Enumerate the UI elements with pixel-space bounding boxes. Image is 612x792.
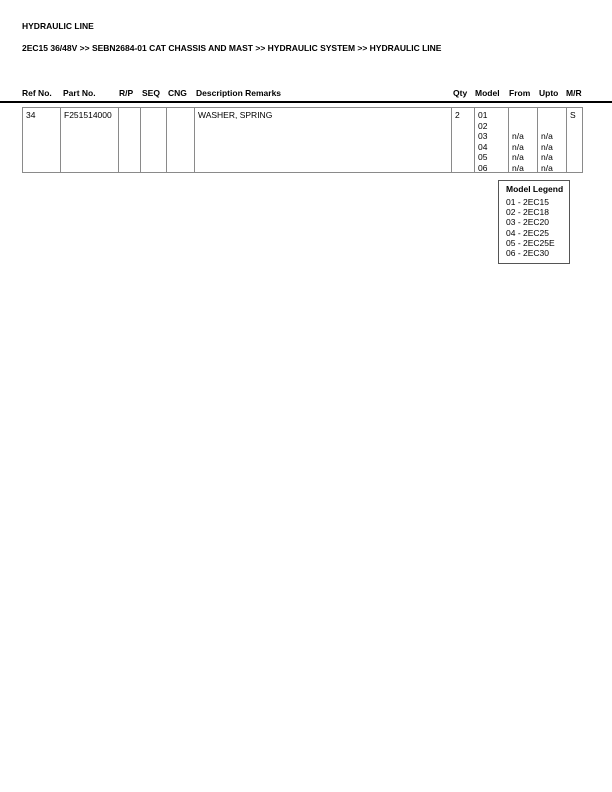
- legend-item: 04 - 2EC25: [506, 227, 549, 238]
- col-header-description: Description Remarks: [196, 88, 282, 98]
- column-divider: [566, 107, 567, 173]
- col-header-rp: R/P: [119, 88, 134, 98]
- column-divider: [474, 107, 475, 173]
- model-code: 01: [478, 110, 488, 120]
- from-value: n/a: [512, 152, 524, 162]
- col-header-from: From: [509, 88, 531, 98]
- col-header-seq: SEQ: [142, 88, 160, 98]
- upto-value: n/a: [541, 131, 553, 141]
- page-title: HYDRAULIC LINE: [22, 21, 94, 31]
- column-divider: [166, 107, 167, 173]
- cell-upto-list: [541, 110, 553, 173]
- upto-value: [541, 110, 553, 121]
- legend-item: 02 - 2EC18: [506, 207, 549, 218]
- model-legend: [498, 180, 570, 264]
- legend-item: 06 - 2EC30: [506, 248, 549, 259]
- col-header-ref-no: Ref No.: [22, 88, 52, 98]
- cell-description: WASHER, SPRING: [198, 110, 273, 120]
- breadcrumb: 2EC15 36/48V >> SEBN2684-01 CAT CHASSIS AND MAST >> HYDRAULIC SYSTEM >> HYDRAULIC LINE: [22, 43, 442, 53]
- col-header-part-no: Part No.: [63, 88, 96, 98]
- from-value: n/a: [512, 162, 524, 173]
- column-divider: [451, 107, 452, 173]
- legend-item: 01 - 2EC15: [506, 197, 549, 207]
- from-value: [512, 121, 524, 132]
- col-header-qty: Qty: [453, 88, 468, 98]
- cell-mr: S: [570, 110, 576, 120]
- cell-model-list: [478, 110, 487, 173]
- column-divider: [508, 107, 509, 173]
- column-divider: [60, 107, 61, 173]
- upto-value: n/a: [541, 152, 553, 162]
- model-code: 03: [478, 131, 488, 141]
- cell-ref-no: 34: [26, 110, 36, 120]
- col-header-mr: M/R: [566, 88, 582, 98]
- model-code: 04: [478, 141, 488, 152]
- legend-item: 03 - 2EC20: [506, 217, 549, 228]
- col-header-cng: CNG: [168, 88, 187, 98]
- legend-item: 05 - 2EC25E: [506, 237, 555, 248]
- column-divider: [194, 107, 195, 173]
- col-header-model: Model: [475, 88, 500, 98]
- upto-value: [541, 121, 553, 132]
- legend-title: Model Legend: [506, 184, 564, 194]
- column-divider: [118, 107, 119, 173]
- col-header-upto: Upto: [539, 88, 559, 98]
- from-value: n/a: [512, 141, 524, 152]
- upto-value: n/a: [541, 141, 553, 152]
- upto-value: n/a: [541, 162, 553, 173]
- from-value: [512, 110, 524, 121]
- cell-qty: 2: [455, 110, 460, 120]
- model-code: 06: [478, 162, 488, 173]
- model-code: 05: [478, 152, 488, 162]
- column-divider: [140, 107, 141, 173]
- from-value: n/a: [512, 131, 524, 141]
- column-divider: [537, 107, 538, 173]
- cell-from-list: [512, 110, 524, 173]
- model-code: 02: [478, 120, 488, 131]
- cell-part-no: F251514000: [64, 110, 112, 120]
- header-divider: [0, 101, 612, 103]
